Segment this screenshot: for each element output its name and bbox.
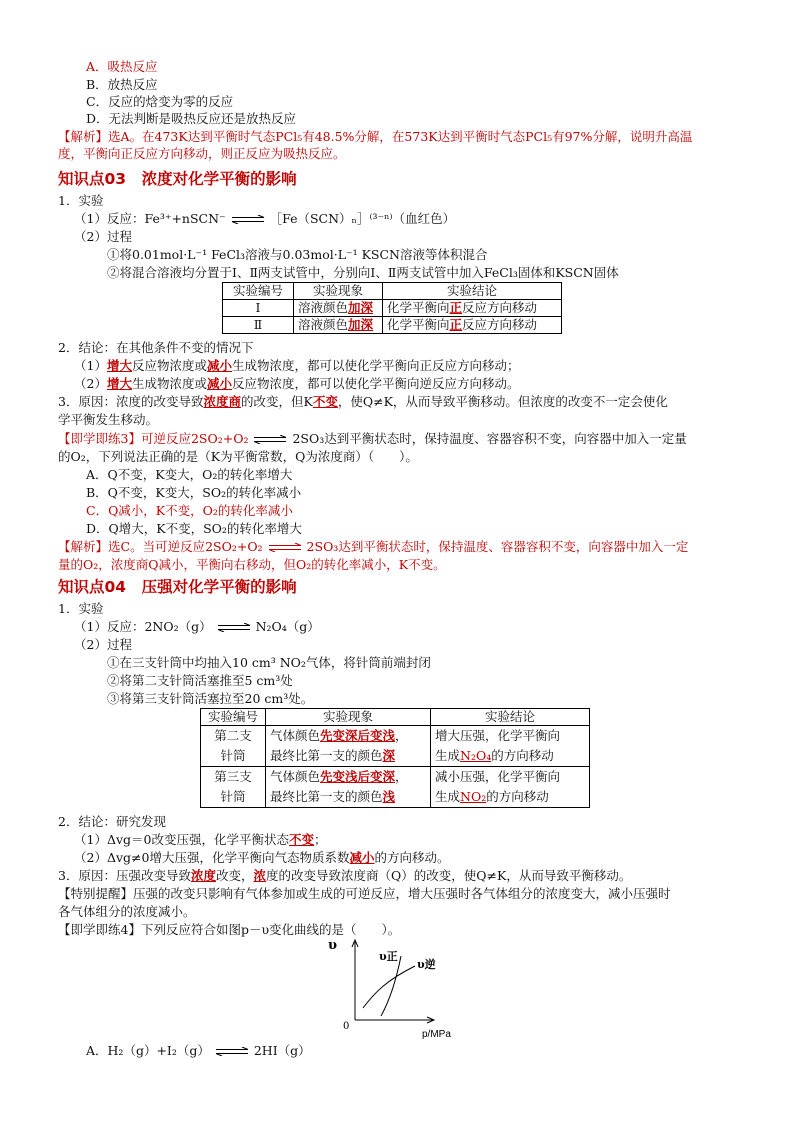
table-row bbox=[223, 300, 562, 317]
k4-experiment-table bbox=[200, 708, 590, 808]
table-header: 实验结论 bbox=[431, 709, 590, 726]
k4-process-step-2: ②将第二支针筒活塞推至5 cm³处 bbox=[107, 673, 293, 688]
k3-process: （2）过程 bbox=[74, 229, 132, 244]
equilibrium-arrow-icon bbox=[217, 623, 251, 632]
k3-step-1: 1．实验 bbox=[58, 193, 104, 208]
section-title-k03: 知识点03 浓度对化学平衡的影响 bbox=[58, 170, 297, 188]
table-row bbox=[201, 726, 590, 767]
option-d: D．Q增大，K不变，SO₂的转化率增大 bbox=[86, 521, 302, 536]
option-a: A．Q不变，K变大，O₂的转化率增大 bbox=[86, 467, 293, 482]
k4-reaction: （1）反应：2NO₂（g） N₂O₄（g） bbox=[74, 619, 320, 634]
option-a: A．H₂（g）+I₂（g） 2HI（g） bbox=[86, 1043, 311, 1058]
k4-process: （2）过程 bbox=[74, 637, 132, 652]
table-header: 实验编号 bbox=[223, 283, 294, 300]
k4-reason: 3．原因：压强改变导致浓度改变，浓度的改变导致浓度商（Q）的改变，使Q≠K，从而导致平衡移动。 bbox=[58, 868, 632, 883]
k3-conclusion: 2．结论：在其他条件不变的情况下 bbox=[58, 340, 254, 355]
table-header: 实验结论 bbox=[383, 283, 562, 300]
analysis-line-1: 【解析】选A。在473K达到平衡时气态PCl₅有48.5%分解，在573K达到平衡时气态PCl₅有97%分解，说明升高温 bbox=[58, 129, 693, 144]
k4-process-step-3: ③将第三支针筒活塞拉至20 cm³处。 bbox=[107, 691, 314, 706]
table-header-row bbox=[201, 709, 590, 726]
equilibrium-arrow-icon bbox=[231, 215, 265, 224]
table-cell: 化学平衡向正反应方向移动 bbox=[383, 317, 562, 334]
table-cell: 第三支 针筒 bbox=[201, 767, 266, 808]
practice-3-question-2: 的O₂，下列说法正确的是（K为平衡常数，Q为浓度商）（ ）。 bbox=[58, 449, 418, 464]
table-cell: Ⅰ bbox=[223, 300, 294, 317]
k4-conclusion: 2．结论：研究发现 bbox=[58, 814, 166, 829]
table-cell: 溶液颜色加深 bbox=[294, 300, 383, 317]
equilibrium-arrow-icon bbox=[215, 1047, 249, 1056]
analysis-line-2: 度，平衡向正反应方向移动，则正反应为吸热反应。 bbox=[58, 146, 346, 161]
section-title-k04: 知识点04 压强对化学平衡的影响 bbox=[58, 578, 297, 596]
origin-label: 0 bbox=[343, 1021, 350, 1032]
curve-v-reverse bbox=[363, 966, 415, 1008]
analysis-3-line-1: 【解析】选C。当可逆反应2SO₂+O₂ 2SO₃达到平衡状态时，保持温度、容器容积不变，向容器中加入一定 bbox=[58, 539, 689, 554]
option-c: C．Q减小，K不变，O₂的转化率减小 bbox=[86, 503, 293, 518]
table-cell: 溶液颜色加深 bbox=[294, 317, 383, 334]
k3-reason: 3．原因：浓度的改变导致浓度商的改变，但K不变，使Q≠K，从而导致平衡移动。但浓度的改变不一定会使化 bbox=[58, 394, 668, 409]
option-d: D．无法判断是吸热反应还是放热反应 bbox=[86, 111, 297, 126]
table-cell: Ⅱ bbox=[223, 317, 294, 334]
curve-label-forward: υ正 bbox=[379, 950, 398, 963]
practice-3-question: 【即学即练3】可逆反应2SO₂+O₂ 2SO₃达到平衡状态时，保持温度、容器容积不变，向容器中加入一定量 bbox=[58, 431, 687, 446]
practice-4-question: 【即学即练4】下列反应符合如图p－υ变化曲线的是（ ）。 bbox=[58, 922, 401, 937]
k3-process-step-1: ①将0.01mol·L⁻¹ FeCl₃溶液与0.03mol·L⁻¹ KSCN溶液等体积混合 bbox=[107, 247, 488, 262]
table-header-row bbox=[223, 283, 562, 300]
equilibrium-arrow-icon bbox=[253, 435, 287, 444]
k3-conclusion-1: （1）增大反应物浓度或减小生成物浓度，都可以使化学平衡向正反应方向移动； bbox=[74, 358, 520, 373]
k3-conclusion-2: （2）增大生成物浓度或减小反应物浓度，都可以使化学平衡向逆反应方向移动。 bbox=[74, 376, 520, 391]
table-cell: 减小压强，化学平衡向 生成NO₂的方向移动 bbox=[431, 767, 590, 808]
table-cell: 气体颜色先变浅后变深， 最终比第一支的颜色浅 bbox=[266, 767, 431, 808]
table-header: 实验现象 bbox=[294, 283, 383, 300]
equilibrium-arrow-icon bbox=[268, 543, 302, 552]
analysis-3-line-2: 量的O₂，浓度商Q减小，平衡向右移动，但O₂的转化率减小，K不变。 bbox=[58, 557, 446, 572]
table-cell: 第二支 针筒 bbox=[201, 726, 266, 767]
v-axis-label: υ bbox=[328, 938, 338, 953]
option-c: C．反应的焓变为零的反应 bbox=[86, 94, 234, 109]
table-header: 实验编号 bbox=[201, 709, 266, 726]
k3-reason-2: 学平衡发生移动。 bbox=[58, 412, 159, 427]
k4-conclusion-1: （1）Δvg＝0改变压强，化学平衡状态不变； bbox=[74, 832, 327, 847]
k3-reaction: （1）反应：Fe³⁺+nSCN⁻ ［Fe（SCN）ₙ］⁽³⁻ⁿ⁾（血红色） bbox=[74, 211, 456, 226]
k4-step-1: 1．实验 bbox=[58, 601, 104, 616]
k3-process-step-2: ②将混合溶液均分置于Ⅰ、Ⅱ两支试管中，分别向Ⅰ、Ⅱ两支试管中加入FeCl₃固体和KSCN固体 bbox=[107, 265, 619, 280]
table-row bbox=[201, 767, 590, 808]
option-b: B．Q不变，K变大，SO₂的转化率减小 bbox=[86, 485, 302, 500]
p-axis-label: p/MPa bbox=[422, 1029, 451, 1040]
table-cell: 增大压强，化学平衡向 生成N₂O₄的方向移动 bbox=[431, 726, 590, 767]
k3-experiment-table bbox=[222, 282, 562, 334]
table-row bbox=[223, 317, 562, 334]
option-a: A．吸热反应 bbox=[86, 59, 158, 74]
curve-label-reverse: υ逆 bbox=[417, 958, 436, 971]
special-tip-line-1: 【特别提醒】压强的改变只影响有气体参加或生成的可逆反应，增大压强时各气体组分的浓度变大，减小压强时 bbox=[58, 886, 671, 901]
p-v-graph bbox=[325, 936, 475, 1040]
option-b: B．放热反应 bbox=[86, 77, 158, 92]
special-tip-line-2: 各气体组分的浓度减小。 bbox=[58, 904, 196, 919]
table-cell: 气体颜色先变深后变浅， 最终比第一支的颜色深 bbox=[266, 726, 431, 767]
k4-process-step-1: ①在三支针筒中均抽入10 cm³ NO₂气体，将针筒前端封闭 bbox=[107, 655, 431, 670]
table-cell: 化学平衡向正反应方向移动 bbox=[383, 300, 562, 317]
table-header: 实验现象 bbox=[266, 709, 431, 726]
k4-conclusion-2: （2）Δvg≠0增大压强，化学平衡向气态物质系数减小的方向移动。 bbox=[74, 850, 450, 865]
